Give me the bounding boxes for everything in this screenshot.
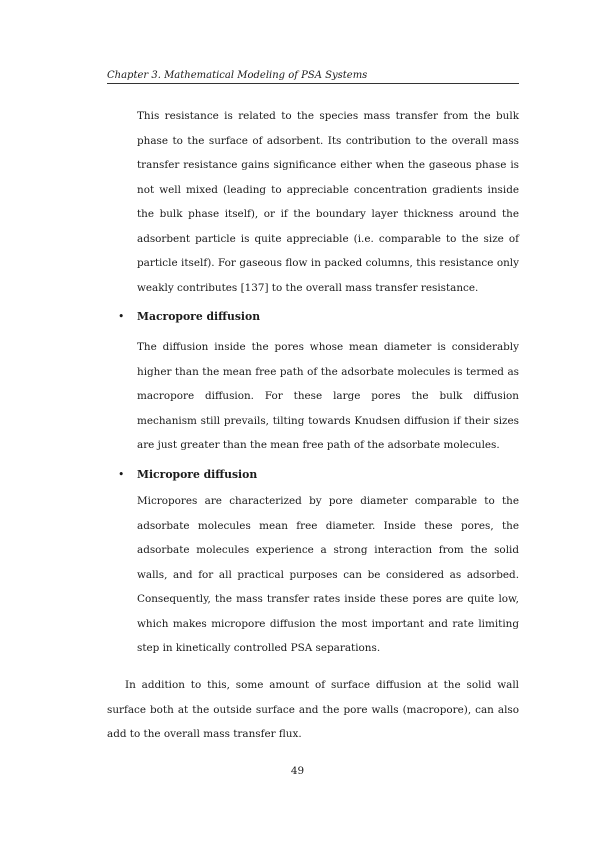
- bullet-heading-macropore: Macropore diffusion: [137, 310, 261, 323]
- bullet-dot-icon: •: [118, 310, 125, 323]
- paragraph-film-resistance: This resistance is related to the species mass transfer from the bulk phase to the surface of adsorbent. Its contribution to the overall mass transfer resistance gains significance either when the gaseous phase is not well mixed (leading to appreciable concentration gradients inside the bulk phase itself), or if the boundary layer thickness around the adsorbent particle is quite appreciable (i.e. comparable to the size of particle itself). For gaseous flow in packed columns, this resistance only weakly contributes [137] to the overall mass transfer resistance.: [137, 110, 519, 294]
- paragraph-micropore: Micropores are characterized by pore diameter comparable to the adsorbate molecules mean free diameter. Inside these pores, the adsorbate molecules experience a strong interaction from the solid walls, and for all practical purposes can be considered as adsorbed. Consequently, the mass transfer rates inside these pores are quite low, which makes micropore diffusion the most important and rate limiting step in kinetically controlled PSA separations.: [137, 495, 519, 654]
- bullet-dot-icon: •: [118, 468, 125, 481]
- bullet-heading-micropore: Micropore diffusion: [137, 468, 258, 481]
- paragraph-macropore: The diffusion inside the pores whose mean diameter is considerably higher than the mean free path of the adsorbate molecules is termed as macropore diffusion. For these large pores the bulk diffusion mechanism still prevails, tilting towards Knudsen diffusion if their sizes are just greater than the mean free path of the adsorbate molecules.: [137, 341, 519, 451]
- page-number: 49: [290, 765, 305, 777]
- bullet-micropore: [118, 468, 257, 482]
- running-head: Chapter 3. Mathematical Modeling of PSA Systems: [107, 70, 368, 81]
- bullet-macropore: [118, 310, 260, 324]
- header-rule: [107, 83, 519, 84]
- paragraph-surface-diffusion: In addition to this, some amount of surface diffusion at the solid wall surface both at the outside surface and the pore walls (macropore), can also add to the overall mass transfer flux.: [107, 679, 519, 740]
